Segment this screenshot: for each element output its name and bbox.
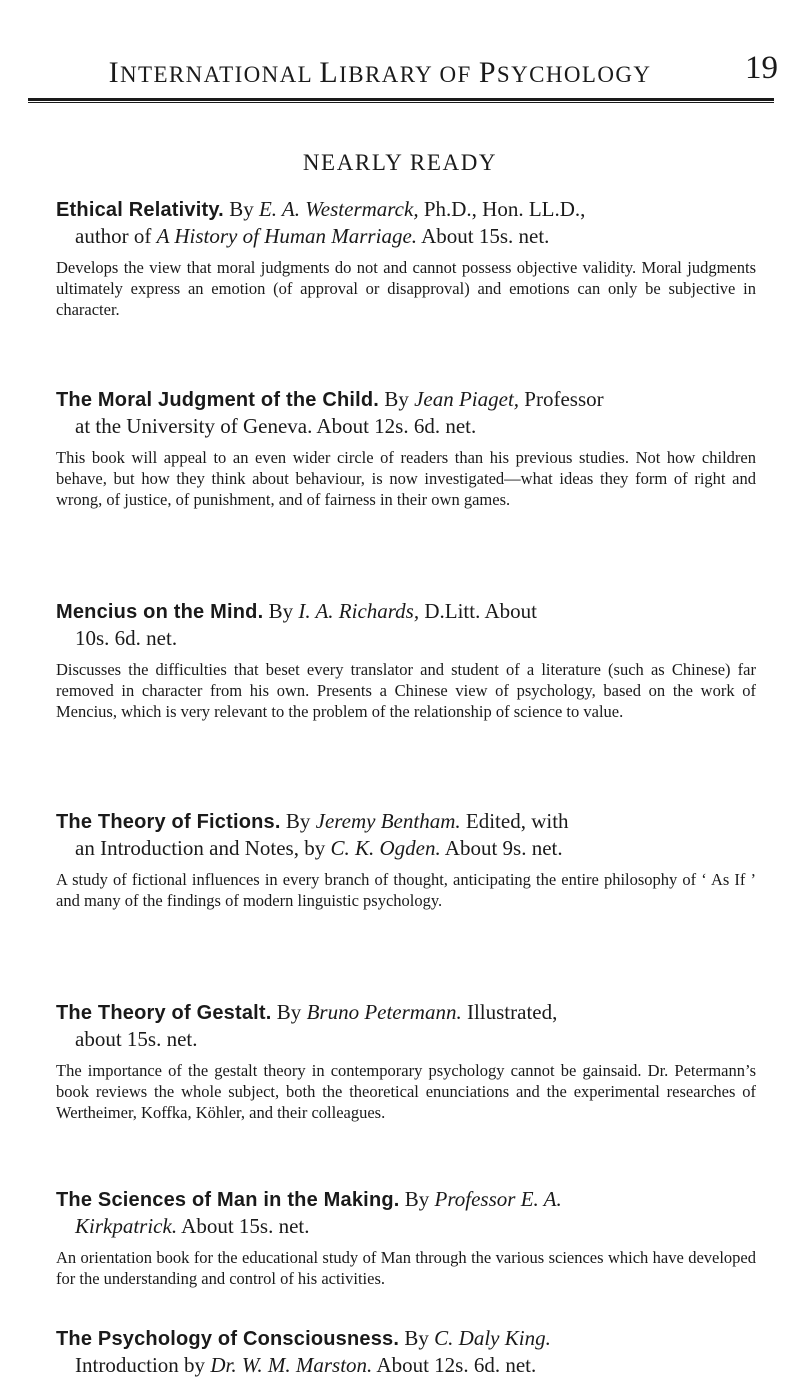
book-entry-sciences-of-man [56,1186,756,1289]
entry-heading: Mencius on the Mind. By I. A. Richards, D.Litt. About 10s. 6d. net. [56,599,537,650]
book-entry-psychology-of-consciousness [56,1325,756,1378]
entry-author: I. A. Richards, [298,599,420,623]
book-entry-mencius [56,598,756,722]
entry-description: An orientation book for the educational study of Man through the various sciences which have developed for the understanding and control of his activities. [56,1248,756,1288]
entry-heading: Ethical Relativity. By E. A. Westermarck, Ph.D., Hon. LL.D., author of A History of Human Marriage. About 15s. net. [56,197,586,248]
entry-title: The Psychology of Consciousness. [56,1328,400,1350]
entry-title: The Theory of Fictions. [56,811,281,833]
entry-heading: The Theory of Gestalt. By Bruno Petermann. Illustrated, about 15s. net. [56,1000,558,1051]
entry-heading: The Theory of Fictions. By Jeremy Bentham. Edited, with an Introduction and Notes, by C. K. Ogden. About 9s. net. [56,809,569,860]
entry-author: Jeremy Bentham. [315,809,461,833]
book-entry-theory-of-fictions [56,808,756,911]
entry-author: E. A. Westermarck, [258,197,419,221]
entry-title: Ethical Relativity. [56,199,224,221]
entry-description: Develops the view that moral judgments do not and cannot possess objective validity. Moral judgments ultimately express an emotion (of approval or disapproval) and emotions can only be subjective in character. [56,258,756,319]
book-entry-ethical-relativity [56,196,756,320]
entry-heading: The Moral Judgment of the Child. By Jean Piaget, Professor at the University of Geneva. About 12s. 6d. net. [56,387,604,438]
entry-heading: The Sciences of Man in the Making. By Professor E. A. Kirkpatrick. About 15s. net. [56,1187,562,1238]
section-title: NEARLY READY [302,150,498,175]
entry-author: Jean Piaget, [414,387,520,411]
running-header [30,50,778,96]
book-entry-moral-judgment [56,386,756,510]
book-entry-theory-of-gestalt [56,999,756,1123]
entry-title: The Theory of Gestalt. [56,1002,272,1024]
entry-heading: The Psychology of Consciousness. By C. Daly King. Introduction by Dr. W. M. Marston. About 12s. 6d. net. [56,1326,551,1377]
entry-author: C. Daly King. [434,1326,551,1350]
entry-description: Discusses the difficulties that beset every translator and student of a literature (such as Chinese) far removed in character from his own. Presents a Chinese view of psychology, based on the work of Mencius, which is very relevant to the problem of the relationship of science to value. [56,660,756,721]
entry-author: Professor E. A. [434,1187,562,1211]
entry-title: The Moral Judgment of the Child. [56,389,380,411]
entry-author: Bruno Petermann. [306,1000,462,1024]
entry-title: The Sciences of Man in the Making. [56,1189,400,1211]
page-number: 19 [745,50,778,86]
header-rule [28,98,774,103]
entry-description: This book will appeal to an even wider circle of readers than his previous studies. Not how children behave, but how they think about behaviour, is now investigated—what ideas they form of right and wrong, of justice, of punishment, and of fairness in their own games. [56,448,756,509]
running-title: INTERNATIONAL LIBRARY OF PSYCHOLOGY [108,56,652,89]
entry-description: The importance of the gestalt theory in contemporary psychology cannot be gainsaid. Dr. Petermann’s book reviews the whole subject, both the theoretical enunciations and the experimental researches of Wertheimer, Koffka, Köhler, and their colleagues. [56,1061,756,1122]
entry-description: A study of fictional influences in every branch of thought, anticipating the entire philosophy of ‘ As If ’ and many of the findings of modern linguistic psychology. [56,870,756,910]
entry-title: Mencius on the Mind. [56,601,264,623]
